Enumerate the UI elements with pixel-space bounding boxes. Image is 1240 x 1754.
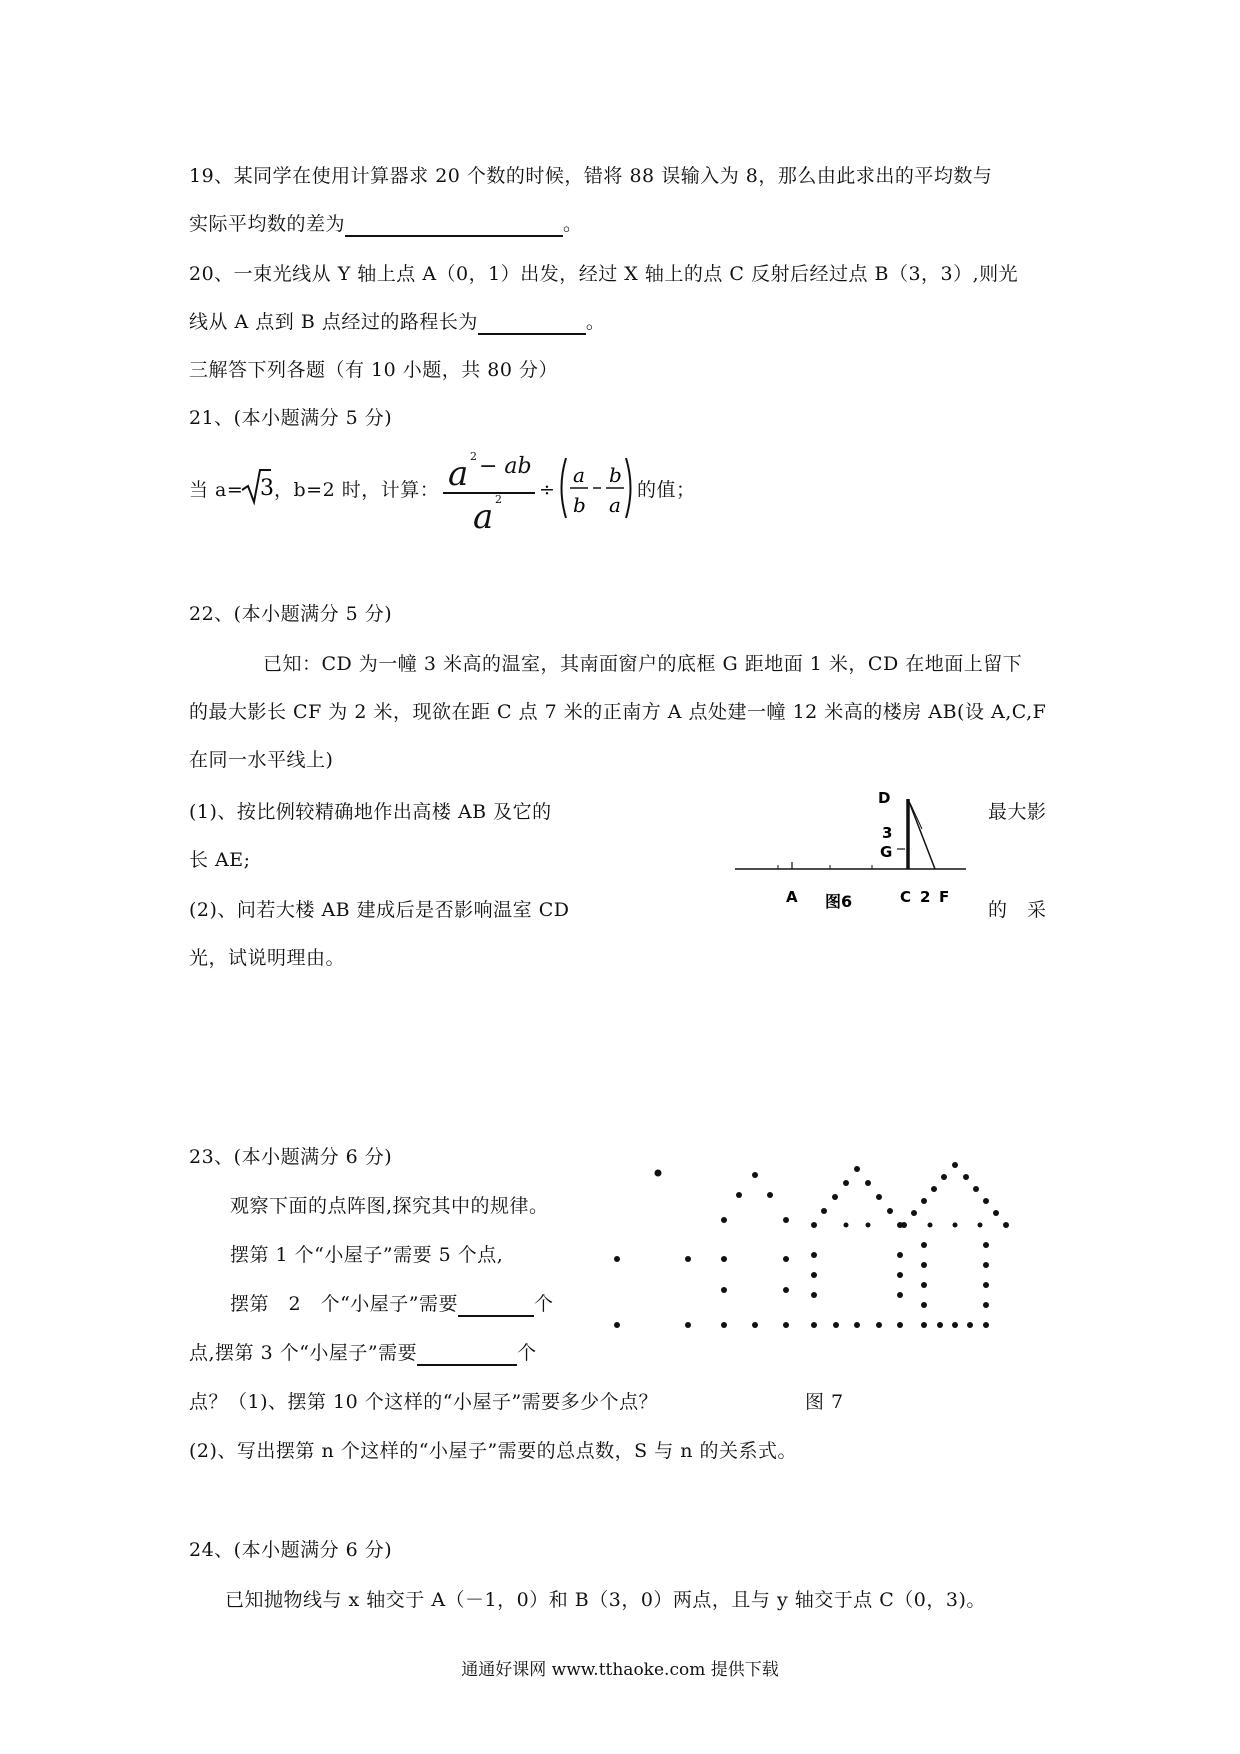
frac-den-a: a — [473, 497, 494, 537]
frac-a: a — [573, 463, 585, 487]
q22-s2a: (2)、问若大楼 AB 建成后是否影响温室 CD — [189, 899, 570, 921]
label-3: 3 — [882, 824, 893, 842]
answer-blank[interactable] — [345, 215, 563, 237]
q23-l6: (2)、写出摆第 n 个这样的“小屋子”需要的总点数，S 与 n 的关系式。 — [189, 1440, 798, 1462]
frac-num-exp: 2 — [470, 450, 477, 463]
label-f: F — [939, 888, 950, 906]
page-footer: 通通好课网 www.tthaoke.com 提供下载 — [461, 1660, 779, 1680]
q22-s1c: 长 AE; — [189, 849, 251, 871]
q23-l5: 点？（1)、摆第 10 个这样的“小屋子”需要多少个点？ — [189, 1391, 659, 1413]
paren-group — [556, 454, 636, 522]
section-heading: 三解答下列各题（有 10 小题，共 80 分） — [189, 359, 559, 381]
q24-header: 24、(本小题满分 6 分) — [189, 1539, 393, 1561]
answer-blank[interactable] — [478, 313, 586, 335]
q22-s2b: 的 采 — [988, 899, 1047, 921]
q19-line1: 19、某同学在使用计算器求 20 个数的时候，错将 88 误输入为 8，那么由此求出的平均数与 — [189, 165, 993, 187]
q22-s1b: 最大影 — [988, 801, 1047, 823]
q23-l4: 点,摆第 3 个“小屋子”需要 个 — [189, 1342, 537, 1364]
label-d: D — [878, 789, 891, 807]
figure-6-diagram — [730, 785, 970, 935]
q21-suffix: 的值； — [637, 479, 696, 501]
label-a: A — [786, 888, 798, 906]
answer-blank[interactable] — [458, 1295, 534, 1317]
frac-num-a: a — [448, 454, 469, 494]
q21-prefix: 当 a= — [189, 479, 244, 501]
q23-l1: 观察下面的点阵图,探究其中的规律。 — [230, 1195, 549, 1217]
q24-l1: 已知抛物线与 x 轴交于 A（－1，0）和 B（3，0）两点，且与 y 轴交于点 C（0，3)。 — [225, 1589, 986, 1611]
fraction-bar — [443, 492, 535, 494]
label-2: 2 — [920, 888, 931, 906]
q20-line1: 20、一束光线从 Y 轴上点 A（0，1）出发，经过 X 轴上的点 C 反射后经过点 B（3，3）,则光 — [189, 263, 1019, 285]
shadow-ray — [908, 799, 935, 869]
label-g: G — [880, 843, 893, 861]
figure-7-dot-grid — [600, 1165, 1010, 1340]
q23-l2: 摆第 1 个“小屋子”需要 5 个点, — [230, 1244, 504, 1266]
sqrt-radicand: 3 — [260, 476, 274, 501]
label-c: C — [900, 888, 912, 906]
frac-a2: a — [609, 493, 621, 517]
divide-sign: ÷ — [539, 479, 556, 501]
figure-caption: 图6 — [825, 892, 853, 911]
answer-blank[interactable] — [417, 1344, 517, 1366]
figure-7-caption: 图 7 — [805, 1391, 844, 1413]
frac-b: b — [573, 493, 586, 517]
sqrt-symbol — [240, 466, 272, 506]
q22-p3: 在同一水平线上) — [189, 749, 334, 771]
frac-num-rest: − ab — [479, 454, 532, 479]
q22-p2: 的最大影长 CF 为 2 米，现欲在距 C 点 7 米的正南方 A 点处建一幢 12 米高的楼房 AB(设 A,C,F — [189, 701, 1047, 723]
frac-den-exp: 2 — [495, 493, 502, 506]
q21-mid: ，b=2 时，计算： — [274, 479, 440, 501]
q19-line2: 实际平均数的差为 。 — [189, 213, 583, 235]
q20-line2: 线从 A 点到 B 点经过的路程长为 。 — [189, 311, 606, 333]
q23-header: 23、(本小题满分 6 分) — [189, 1146, 393, 1168]
q22-header: 22、(本小题满分 5 分) — [189, 603, 393, 625]
q22-s1a: (1)、按比例较精确地作出高楼 AB 及它的 — [189, 801, 552, 823]
q21-header: 21、(本小题满分 5 分) — [189, 407, 393, 429]
frac-b2: b — [609, 463, 622, 487]
q22-p1: 已知：CD 为一幢 3 米高的温室，其南面窗户的底框 G 距地面 1 米，CD 在地面上留下 — [263, 653, 1023, 675]
q22-s2c: 光，试说明理由。 — [189, 947, 346, 969]
q23-l3: 摆第 2 个“小屋子”需要 个 — [230, 1293, 554, 1315]
